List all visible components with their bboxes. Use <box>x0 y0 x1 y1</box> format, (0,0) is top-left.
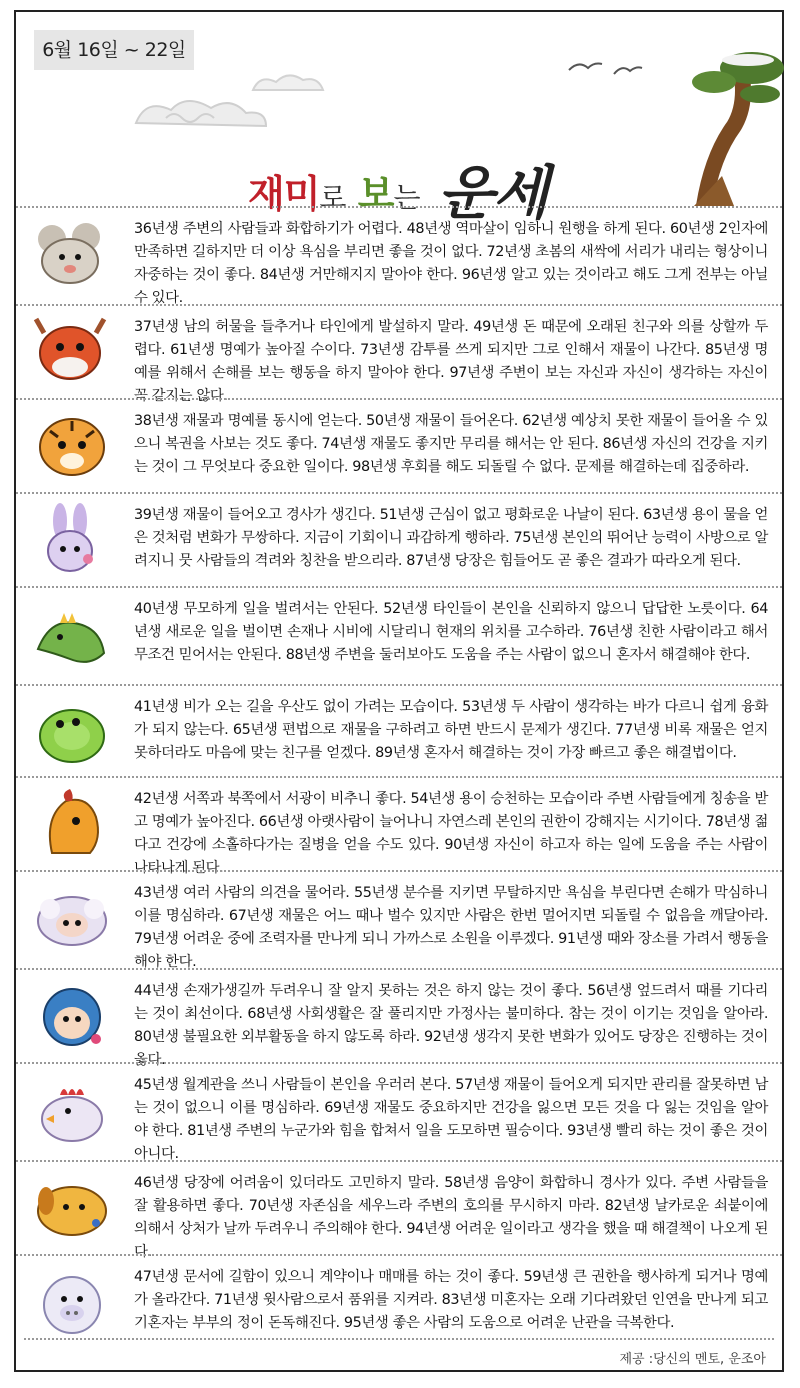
snake-icon <box>30 694 114 768</box>
list-item <box>16 776 782 876</box>
pig-icon <box>30 1265 114 1339</box>
rooster-icon <box>30 1075 114 1149</box>
title-part-ro: 로 <box>319 181 346 214</box>
list-item <box>16 398 782 492</box>
bird-icon <box>564 56 644 80</box>
sheep-icon <box>30 883 114 957</box>
date-range-label: 6월 16일 ~ 22일 <box>34 30 194 70</box>
pine-tree-icon <box>664 36 784 206</box>
fortune-text: 47년생 문서에 길함이 있으니 계약이나 매매를 하는 것이 좋다. 59년생 큰 권한을 행사하게 되거나 명예가 올라간다. 71년생 윗사람으로서 품위를 지켜라. 83년생 미혼자는 오래 기다려왔던 인연을 만나게 되고 기혼자는 부부의 정이 돈독해진다. 95년생 좋은 사람의 도움으로 어려운 난관을 극복한다. <box>134 1269 768 1331</box>
fortune-text: 40년생 무모하게 일을 벌려서는 안된다. 52년생 타인들이 본인을 신뢰하지 않으니 답답한 노릇이다. 64년생 새로운 일을 벌이면 손재나 시비에 시달리니 현재의 위치를 고수하라. 76년생 친한 사람이라고 해서 무조건 믿어서는 안된다. 88년생 주변을 둘러보아도 도움을 주는 사람이 없으니 혼자서 해결해야 한다. <box>134 601 768 663</box>
tiger-icon <box>30 409 114 483</box>
list-item <box>16 684 782 776</box>
fortune-text: 46년생 당장에 어려움이 있더라도 고민하지 말라. 58년생 음양이 화합하니 경사가 있다. 주변 사람들을 잘 활용하면 좋다. 70년생 자존심을 세우느라 주변의 호의를 무시하지 마라. 82년생 날카로운 쇠붙이에 의해서 상처가 날까 두려우니 주의해야 한다. 94년생 어려운 일이라고 생각을 했을 때 해결책이 나오게 된다. <box>134 1175 768 1260</box>
horse-icon <box>30 787 114 861</box>
list-item <box>16 1062 782 1160</box>
fortune-text: 39년생 재물이 들어오고 경사가 생긴다. 51년생 근심이 없고 평화로운 나날이 된다. 63년생 용이 물을 얻은 것처럼 변화가 무쌍하다. 지금이 기회이니 과감하게 행하라. 75년생 본인의 뛰어난 능력이 사방으로 알려지니 뭇 사람들의 격려와 칭찬을 받으리라. 87년생 당장은 힘들어도 곧 좋은 결과가 따라오게 된다. <box>134 507 768 569</box>
dog-icon <box>30 1171 114 1245</box>
monkey-icon <box>30 979 114 1053</box>
fortune-panel <box>14 10 784 1372</box>
title-part-fun: 재미 <box>248 172 320 216</box>
list-item <box>16 968 782 1068</box>
list-item <box>16 870 782 968</box>
title-part-fortune: 운세 <box>437 159 548 227</box>
divider <box>24 1338 774 1340</box>
list-item <box>16 1160 782 1260</box>
fortune-text: 36년생 주변의 사람들과 화합하기가 어렵다. 48년생 역마살이 임하니 원행을 하게 된다. 60년생 2인자에 만족하면 길하지만 더 이상 욕심을 부리면 좋을 것이 없다. 72년생 초봄의 새싹에 서리가 내리는 형상이니 자중하는 것이 좋다. 84년생 거만해지지 말아야 한다. 96년생 알고 있는 것이라고 해도 그게 전부는 아닐 수 있다. <box>134 221 768 306</box>
dragon-icon <box>30 599 114 673</box>
fortune-text: 38년생 재물과 명예를 동시에 얻는다. 50년생 재물이 들어온다. 62년생 예상치 못한 재물이 들어올 수 있으니 복권을 사보는 것도 좋다. 74년생 재물도 좋지만 무리를 해서는 안 된다. 86년생 자신의 건강을 지키는 것이 그 무엇보다 중요한 일이다. 98년생 후회를 해도 되돌릴 수 없다. 문제를 해결하는데 집중하라. <box>134 413 768 475</box>
list-item <box>16 492 782 586</box>
rabbit-icon <box>30 503 114 577</box>
rat-icon <box>30 219 114 293</box>
fortune-list <box>16 206 782 1348</box>
list-item <box>16 206 782 304</box>
ox-icon <box>30 315 114 389</box>
list-item <box>16 1254 782 1348</box>
fortune-text: 45년생 월계관을 쓰니 사람들이 본인을 우러러 본다. 57년생 재물이 들어오게 되지만 관리를 잘못하면 남는 것이 없으니 이를 명심하라. 69년생 재물도 중요하지만 건강을 잃으면 모든 것을 다 잃는 것임을 알아야 한다. 81년생 주변의 누군가와 힘을 합쳐서 일을 도모하면 필승이다. 93년생 빨리 하는 것이 좋은 것이 아니다. <box>134 1077 768 1162</box>
fortune-text: 42년생 서쪽과 북쪽에서 서광이 비추니 좋다. 54년생 용이 승천하는 모습이라 주변 사람들에게 칭송을 받고 명예가 높아진다. 66년생 아랫사람이 늘어나니 자연스레 본인의 권한이 강해지는 시기이다. 78년생 젊다고 건강에 소홀하다가는 질병을 얻을 수도 있다. 90년생 자신이 하고자 하는 일에 도움을 주는 사람이 나타나게 된다. <box>134 791 768 876</box>
header <box>16 12 782 227</box>
title-part-bo: 보 <box>357 172 394 216</box>
title-part-neun: 는 <box>393 181 420 214</box>
fortune-text: 37년생 남의 허물을 들추거나 타인에게 발설하지 말라. 49년생 돈 때문에 오래된 친구와 의를 상할까 두렵다. 61년생 명예가 높아질 수이다. 73년생 감투를 쓰게 되지만 그로 인해서 재물이 나간다. 85년생 명예를 위해서 손해를 보는 행동을 하지 말아야 한다. 97년생 주변이 보는 자신과 자신이 생각하는 자신이 꼭 같지는 않다. <box>134 319 768 404</box>
list-item <box>16 586 782 684</box>
fortune-text: 44년생 손재가생길까 두려우니 잘 알지 못하는 것은 하지 않는 것이 좋다. 56년생 엎드려서 때를 기다리는 것이 최선이다. 68년생 사회생활은 잘 풀리지만 가정사는 불미하다. 참는 것이 이기는 것임을 알아라. 80년생 불필요한 외부활동을 하지 않도록 하라. 92년생 생각지 못한 변화가 있어도 당장은 진행하는 것이 옳다. <box>134 983 768 1068</box>
fortune-text: 43년생 여러 사람의 의견을 물어라. 55년생 분수를 지키면 무탈하지만 욕심을 부린다면 손해가 막심하니 이를 명심하라. 67년생 재물은 어느 때나 벌수 있지만 사람은 한번 멀어지면 되돌릴 수 없음을 깨달아라. 79년생 어려운 중에 조력자를 만나게 되니 가까스로 소원을 이루겠다. 91년생 때와 장소를 가려서 행동을 해야 한다. <box>134 885 768 970</box>
list-item <box>16 304 782 404</box>
cloud-decoration-icon <box>248 68 328 98</box>
credit-text: 제공 :당신의 멘토, 운조아 <box>619 1352 766 1367</box>
fortune-text: 41년생 비가 오는 길을 우산도 없이 가려는 모습이다. 53년생 두 사람이 생각하는 바가 다르니 쉽게 융화가 되지 않는다. 65년생 편법으로 재물을 구하려고 하면 반드시 문제가 생긴다. 77년생 비록 재물은 얻지 못하더라도 마음에 맞는 친구를 얻겠다. 89년생 혼자서 해결하는 것이 가장 빠르고 좋은 해결법이다. <box>134 699 768 761</box>
